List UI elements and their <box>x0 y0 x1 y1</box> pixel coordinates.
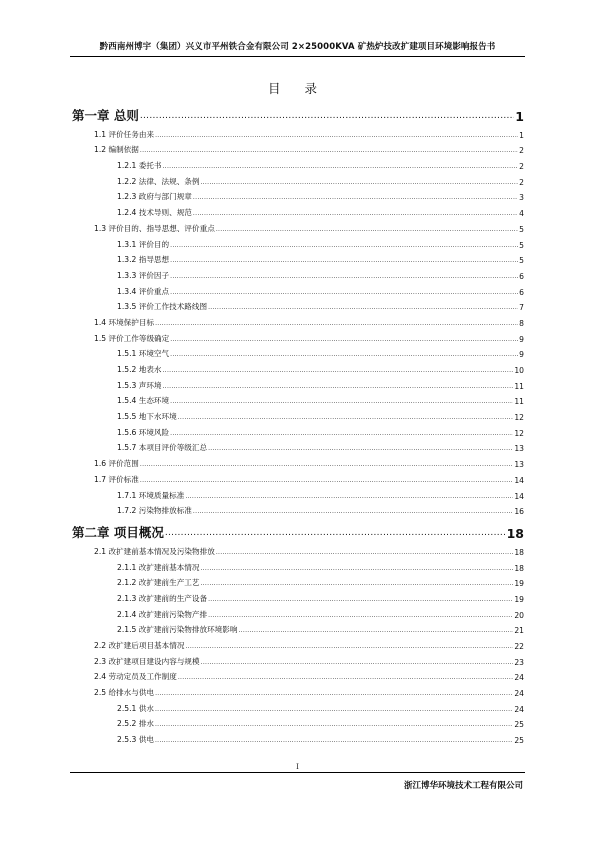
toc-leader-dots <box>170 290 518 296</box>
toc-leader-dots <box>170 274 518 280</box>
toc-entry-title: 1.6 评价范围 <box>94 459 139 469</box>
toc-entry[interactable] <box>72 391 524 407</box>
toc-entry[interactable] <box>72 187 524 203</box>
toc-entry[interactable] <box>72 651 524 667</box>
toc-entry-title: 2.1.2 改扩建前生产工艺 <box>117 578 200 588</box>
running-header: 黔西南州博宇（集团）兴义市平州铁合金有限公司 2×25000KVA 矿热炉技改扩建项目环境影响报告书 <box>99 42 496 52</box>
toc-leader-dots <box>208 305 518 311</box>
toc-leader-dots <box>165 529 506 538</box>
toc-entry-page: 9 <box>519 350 524 360</box>
toc-leader-dots <box>170 243 518 249</box>
toc-entry-page: 5 <box>519 240 524 250</box>
toc-leader-dots <box>185 644 513 650</box>
toc-leader-dots <box>216 550 514 556</box>
toc-leader-dots <box>193 195 518 201</box>
toc-leader-dots <box>163 384 514 390</box>
toc-entry-page: 14 <box>514 475 524 485</box>
toc-entry-page: 12 <box>514 428 524 438</box>
toc-leader-dots <box>216 227 518 233</box>
toc-entry-title: 1.7 评价标准 <box>94 474 139 484</box>
toc-entry-title: 2.1.3 改扩建前的生产设备 <box>117 593 208 603</box>
toc-entry[interactable] <box>72 501 524 517</box>
toc-entry-title: 1.2.2 法律、法规、条例 <box>117 176 200 186</box>
toc-entry[interactable] <box>72 588 524 604</box>
toc-entry-title: 第二章 项目概况 <box>72 525 164 541</box>
toc-entry-title: 2.5 给排水与供电 <box>94 688 155 698</box>
toc-entry-page: 6 <box>519 271 524 281</box>
toc-entry[interactable] <box>72 635 524 651</box>
toc-leader-dots <box>155 722 513 728</box>
toc-entry[interactable] <box>72 714 524 730</box>
toc-entry-title: 1.3.3 评价因子 <box>117 270 170 280</box>
toc-entry-page: 5 <box>519 224 524 234</box>
toc-entry-title: 2.1 改扩建前基本情况及污染物排放 <box>94 546 215 556</box>
toc-leader-dots <box>170 399 513 405</box>
page-number: I <box>296 763 299 771</box>
toc-entry-title: 2.5.2 排水 <box>117 719 154 729</box>
toc-leader-dots <box>201 180 519 186</box>
toc-entry-page: 8 <box>519 318 524 328</box>
toc-entry-page: 2 <box>519 162 524 172</box>
toc-leader-dots <box>140 462 513 468</box>
toc-leader-dots <box>155 707 513 713</box>
toc-entry-title: 1.4 环境保护目标 <box>94 317 155 327</box>
toc-entry-title: 1.1 评价任务由来 <box>94 129 155 139</box>
toc-leader-dots <box>163 164 519 170</box>
toc-entry-page: 24 <box>514 673 524 683</box>
toc-leader-dots <box>170 337 518 343</box>
toc-entry-title: 1.5.2 地表水 <box>117 365 162 374</box>
toc-entry-page: 11 <box>514 381 524 391</box>
toc-entry-title: 2.5.1 供水 <box>117 703 154 713</box>
toc-entry-page: 13 <box>514 444 524 454</box>
toc-entry[interactable] <box>72 620 524 636</box>
toc-leader-dots <box>178 675 513 681</box>
toc-leader-dots <box>155 321 518 327</box>
toc-entry[interactable] <box>72 344 524 360</box>
toc-entry-title: 1.2.3 政府与部门规章 <box>117 192 192 202</box>
toc-entry-title: 1.5.4 生态环境 <box>117 396 170 406</box>
toc-entry[interactable] <box>72 250 524 266</box>
toc-leader-dots <box>163 368 514 374</box>
toc-entry[interactable] <box>72 140 524 156</box>
toc-entry[interactable] <box>72 406 524 422</box>
footer-divider <box>70 772 525 773</box>
toc-leader-dots <box>238 628 513 634</box>
toc-leader-dots <box>208 613 513 619</box>
toc-leader-dots <box>201 660 514 666</box>
toc-entry[interactable] <box>72 218 524 234</box>
toc-entry-title: 2.3 改扩建项目建设内容与规模 <box>94 656 200 666</box>
toc-entry-title: 1.2.4 技术导则、规范 <box>117 208 192 218</box>
toc-entry-page: 11 <box>514 397 524 407</box>
toc-leader-dots <box>140 478 513 484</box>
toc-entry-title: 1.7.1 环境质量标准 <box>117 490 185 500</box>
toc-entry-page: 24 <box>514 689 524 699</box>
toc-entry[interactable] <box>72 328 524 344</box>
toc-entry-page: 1 <box>515 109 524 124</box>
toc-entry-page: 16 <box>514 507 524 517</box>
toc-leader-dots <box>178 415 514 421</box>
toc-title: 目 录 <box>268 81 327 96</box>
toc-entry-title: 1.3.1 评价目的 <box>117 239 170 249</box>
toc-entry-page: 13 <box>514 460 524 470</box>
toc-entry-page: 25 <box>514 720 524 730</box>
toc-entry-page: 1 <box>519 130 524 140</box>
toc-entry-title: 1.3.2 指导思想 <box>117 255 170 265</box>
toc-entry[interactable] <box>72 312 524 328</box>
toc-leader-dots <box>193 509 513 515</box>
toc-leader-dots <box>193 211 518 217</box>
toc-entry-page: 18 <box>514 547 524 557</box>
toc-entry[interactable] <box>72 171 524 187</box>
toc-leader-dots <box>155 691 513 697</box>
toc-entry-title: 2.2 改扩建后项目基本情况 <box>94 641 185 650</box>
toc-entry[interactable] <box>72 155 524 171</box>
toc-entry-page: 10 <box>514 366 524 375</box>
toc-entry-title: 1.5 评价工作等级确定 <box>94 333 170 343</box>
toc-entry[interactable] <box>72 422 524 438</box>
toc-chapter-entry[interactable] <box>72 522 524 541</box>
toc-entry-title: 1.5.6 环境风险 <box>117 427 170 437</box>
toc-entry-page: 14 <box>514 491 524 501</box>
toc-entry-page: 3 <box>519 193 524 203</box>
toc-entry[interactable] <box>72 485 524 501</box>
toc-entry-title: 第一章 总则 <box>72 108 139 123</box>
toc-entry-title: 1.5.1 环境空气 <box>117 349 170 359</box>
toc-entry-page: 6 <box>519 287 524 297</box>
toc-entry-page: 21 <box>514 626 524 636</box>
toc-entry-title: 1.3.5 评价工作技术路线图 <box>117 302 208 312</box>
toc-entry[interactable] <box>72 265 524 281</box>
toc-entry-title: 1.5.5 地下水环境 <box>117 412 177 422</box>
footer-company: 浙江博华环境技术工程有限公司 <box>403 781 523 791</box>
toc-entry[interactable] <box>72 202 524 218</box>
toc-entry[interactable] <box>72 124 524 140</box>
toc-entry-title: 2.4 劳动定员及工作制度 <box>94 672 177 682</box>
table-of-contents <box>72 105 524 745</box>
toc-leader-dots <box>170 431 513 437</box>
toc-entry-title: 1.2 编制依据 <box>94 145 139 155</box>
toc-entry-title: 2.1.1 改扩建前基本情况 <box>117 562 200 572</box>
toc-entry[interactable] <box>72 281 524 297</box>
header-divider <box>70 56 525 57</box>
toc-entry[interactable] <box>72 375 524 391</box>
toc-entry[interactable] <box>72 453 524 469</box>
toc-entry-title: 1.7.2 污染物排放标准 <box>117 506 192 516</box>
toc-entry[interactable] <box>72 469 524 485</box>
toc-leader-dots <box>201 581 514 587</box>
toc-leader-dots <box>155 738 513 744</box>
toc-entry[interactable] <box>72 667 524 683</box>
toc-entry-title: 1.3.4 评价重点 <box>117 286 170 296</box>
toc-entry[interactable] <box>72 729 524 745</box>
toc-entry-page: 22 <box>514 642 524 651</box>
toc-entry[interactable] <box>72 438 524 454</box>
toc-entry-page: 19 <box>514 579 524 589</box>
toc-leader-dots <box>155 133 518 139</box>
toc-entry[interactable] <box>72 359 524 375</box>
toc-chapter-entry[interactable] <box>72 105 524 124</box>
toc-entry-page: 20 <box>514 610 524 620</box>
toc-entry-page: 23 <box>514 657 524 667</box>
toc-leader-dots <box>208 446 513 452</box>
toc-entry[interactable] <box>72 573 524 589</box>
toc-leader-dots <box>140 148 518 154</box>
toc-entry-title: 2.1.4 改扩建前污染物产排 <box>117 609 208 619</box>
toc-entry-page: 4 <box>519 209 524 219</box>
toc-entry-page: 25 <box>514 736 524 746</box>
toc-entry-title: 1.3 评价目的、指导思想、评价重点 <box>94 223 215 233</box>
toc-entry[interactable] <box>72 234 524 250</box>
toc-leader-dots <box>185 494 513 500</box>
toc-entry-page: 18 <box>514 563 524 573</box>
toc-entry[interactable] <box>72 297 524 313</box>
toc-entry-page: 5 <box>519 256 524 266</box>
toc-entry-page: 9 <box>519 334 524 344</box>
toc-entry-page: 24 <box>514 704 524 714</box>
toc-entry-page: 2 <box>519 177 524 187</box>
toc-entry[interactable] <box>72 698 524 714</box>
toc-entry-page: 18 <box>506 526 524 542</box>
toc-leader-dots <box>170 258 518 264</box>
toc-leader-dots <box>201 566 514 572</box>
toc-entry-page: 7 <box>519 303 524 313</box>
toc-entry-page: 2 <box>519 146 524 156</box>
toc-leader-dots <box>208 597 513 603</box>
toc-leader-dots <box>140 112 514 121</box>
toc-entry[interactable] <box>72 541 524 557</box>
toc-entry-title: 1.5.7 本项目评价等级汇总 <box>117 443 208 453</box>
toc-entry-title: 2.1.5 改扩建前污染物排放环境影响 <box>117 625 238 635</box>
toc-entry-page: 19 <box>514 594 524 604</box>
toc-entry[interactable] <box>72 682 524 698</box>
toc-entry-page: 12 <box>514 413 524 423</box>
toc-entry[interactable] <box>72 604 524 620</box>
toc-entry-title: 1.5.3 声环境 <box>117 380 162 390</box>
toc-entry-title: 2.5.3 供电 <box>117 735 154 745</box>
toc-entry-title: 1.2.1 委托书 <box>117 161 162 171</box>
toc-leader-dots <box>170 352 518 358</box>
toc-entry[interactable] <box>72 557 524 573</box>
